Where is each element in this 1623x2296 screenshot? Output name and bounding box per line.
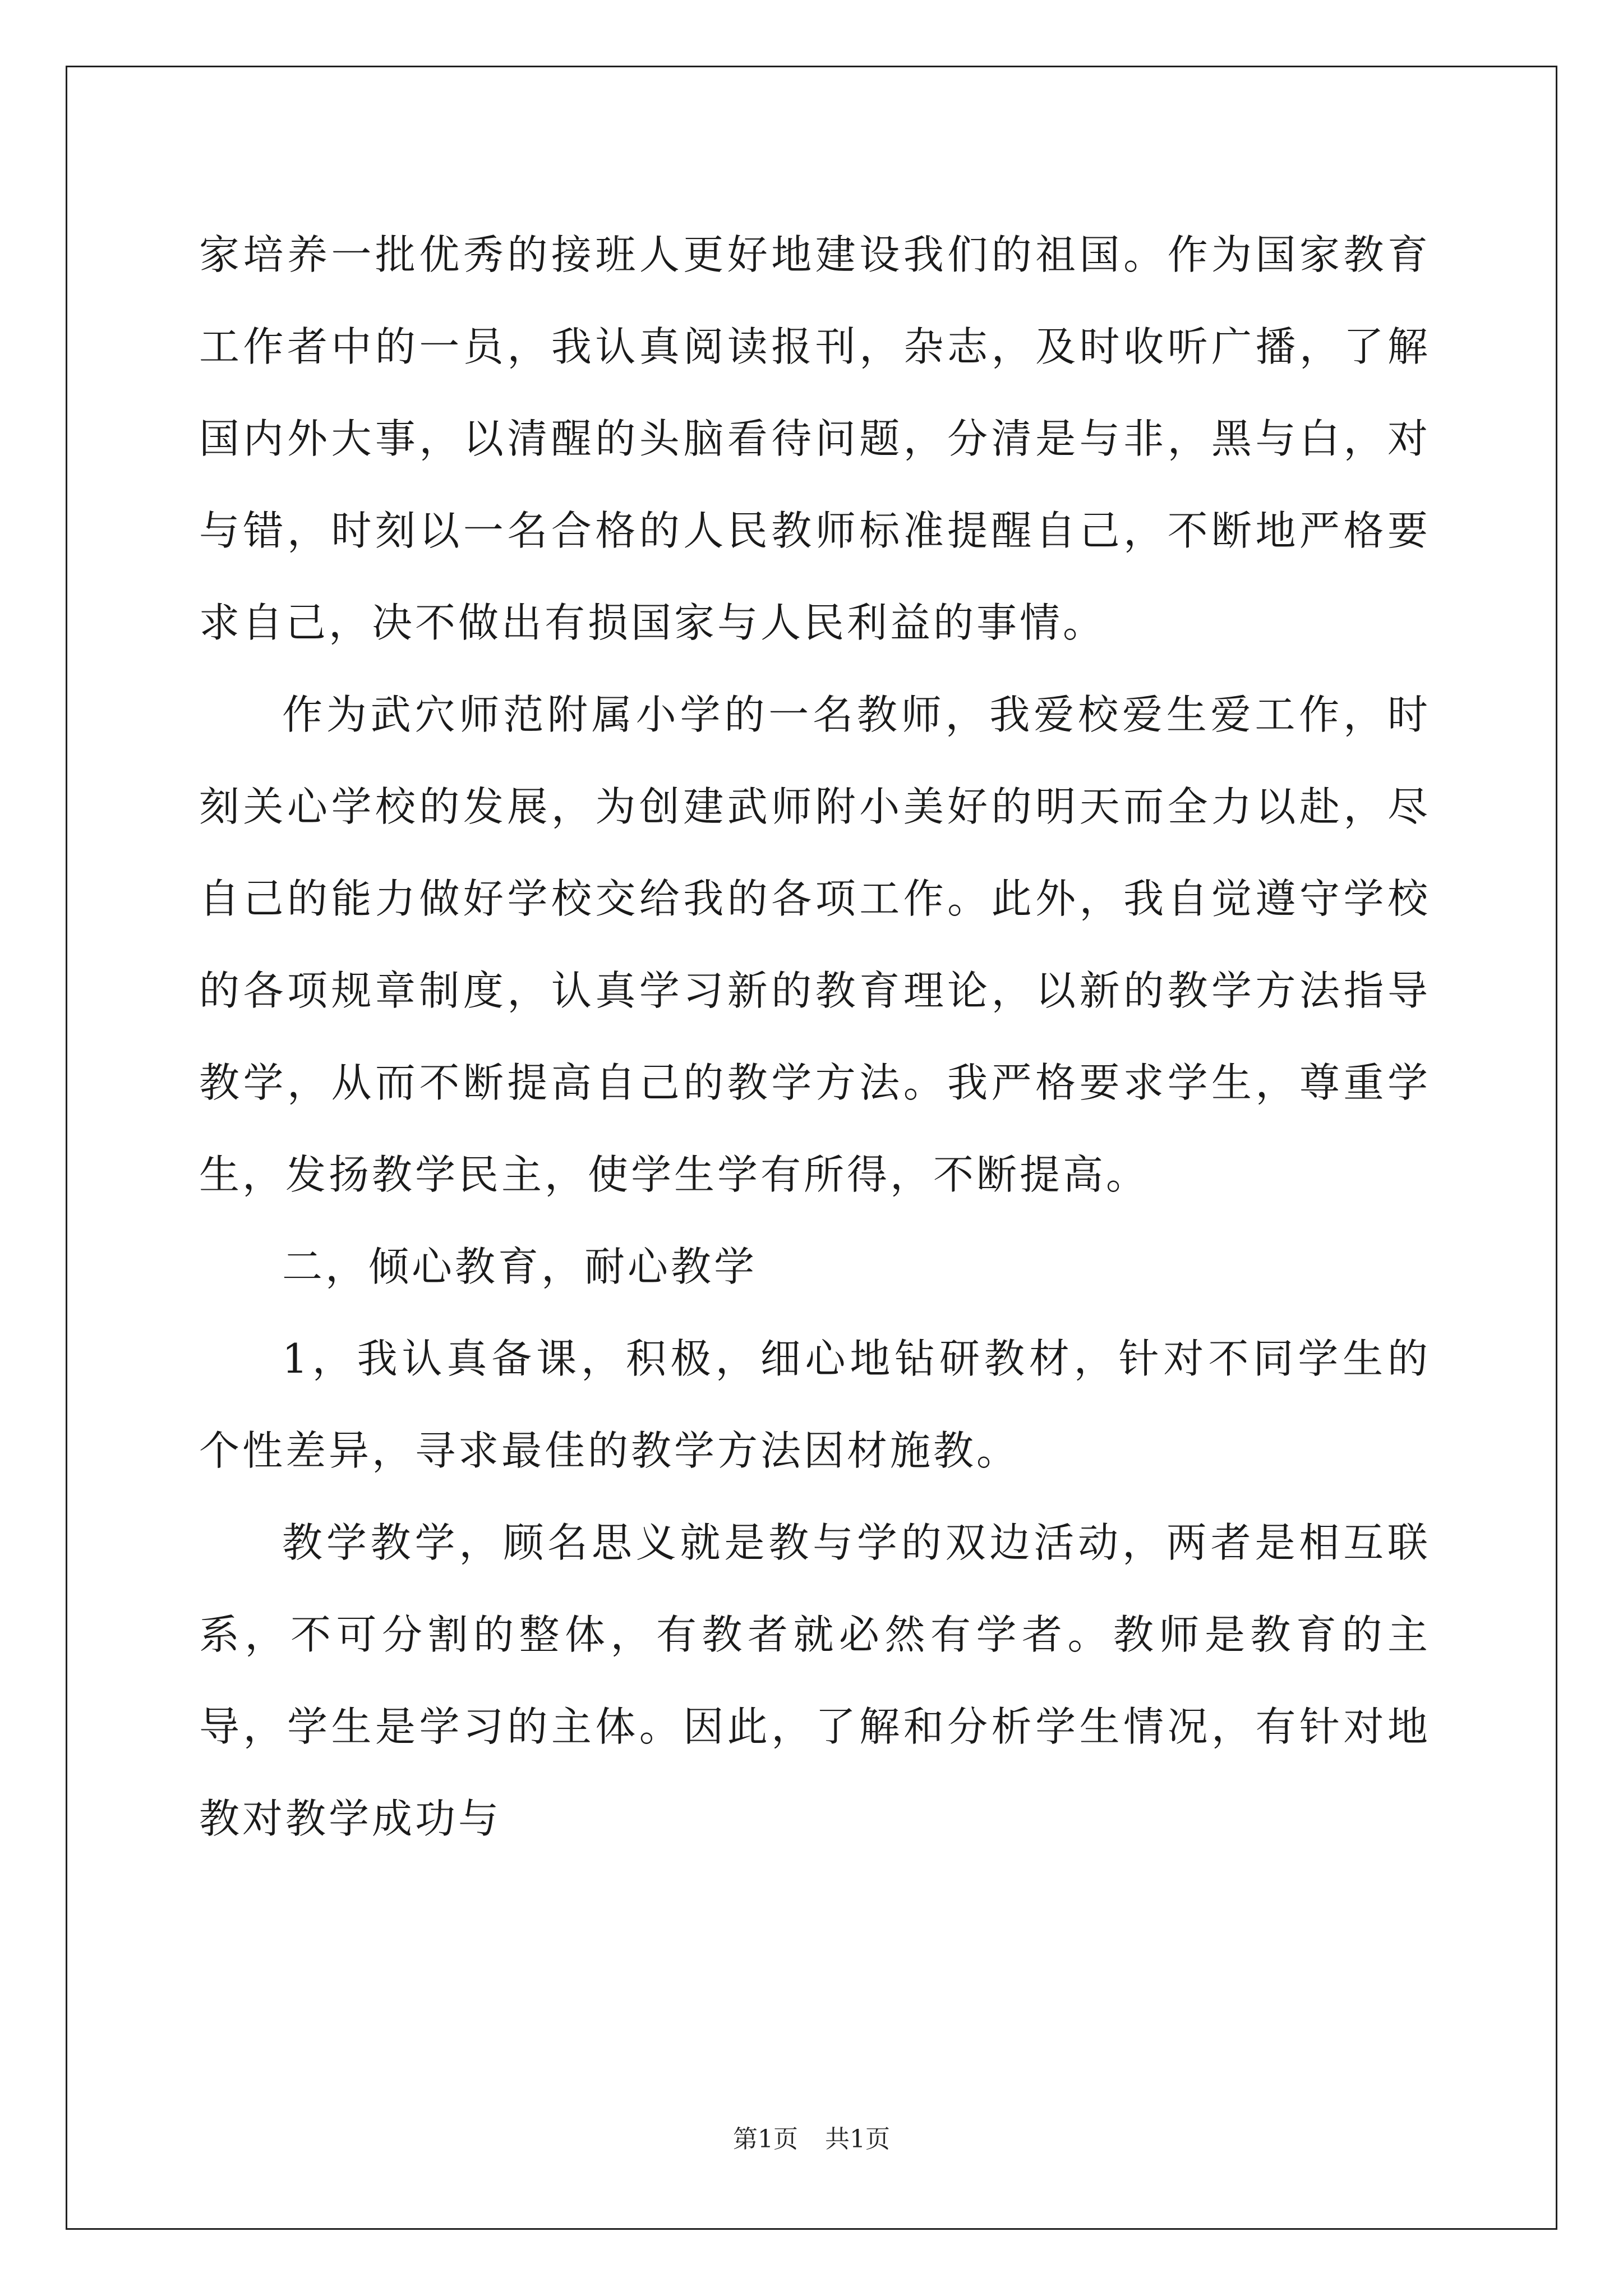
page-footer	[0, 2123, 1623, 2156]
paragraph-4: 教学教学，顾名思义就是教与学的双边活动，两者是相互联系，不可分割的整体，有教者就必然有学者。教师是教育的主导，学生是学习的主体。因此，了解和分析学生情况，有针对地教对教学成功与	[199, 1519, 1431, 1842]
paragraph-1: 家培养一批优秀的接班人更好地建设我们的祖国。作为国家教育工作者中的一员，我认真阅读报刊，杂志，及时收听广播，了解国内外大事，以清醒的头脑看待问题，分清是与非，黑与白，对与错，时刻以一名合格的人民教师标准提醒自己，不断地严格要求自己，决不做出有损国家与人民利益的事情。	[199, 231, 1431, 646]
section-heading: 二，倾心教育，耐心教学	[282, 1243, 758, 1290]
paragraph-2: 作为武穴师范附属小学的一名教师，我爱校爱生爱工作，时刻关心学校的发展，为创建武师附小美好的明天而全力以赴，尽自己的能力做好学校交给我的各项工作。此外，我自觉遵守学校的各项规章制度，认真学习新的教育理论，以新的教学方法指导教学，从而不断提高自己的教学方法。我严格要求学生，尊重学生，发扬教学民主，使学生学有所得，不断提高。	[199, 691, 1431, 1198]
document-body	[199, 209, 1431, 1865]
page-total: 共1页	[825, 2125, 890, 2154]
paragraph-3: 1，我认真备课，积极，细心地钻研教材，针对不同学生的个性差异，寻求最佳的教学方法因材施教。	[199, 1335, 1431, 1474]
page-number: 第1页	[733, 2125, 798, 2154]
